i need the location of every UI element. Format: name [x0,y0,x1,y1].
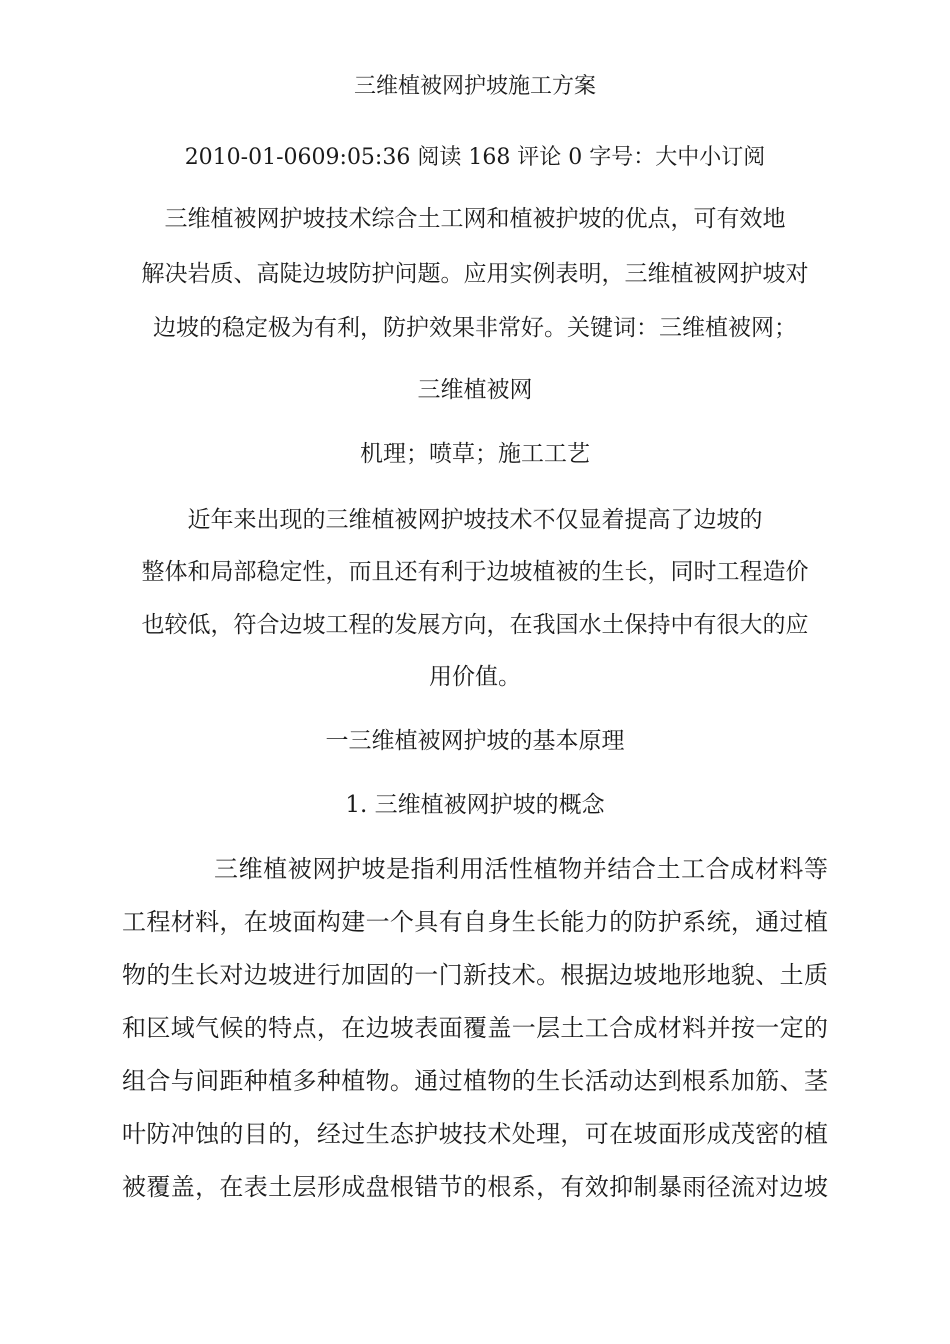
body-line: 被覆盖，在表土层形成盘根错节的根系，有效抑制暴雨径流对边坡 [122,1173,828,1201]
body-line: 物的生长对边坡进行加固的一门新技术。根据边坡地形地貌、土质 [122,961,828,989]
post-meta: 2010-01-0609:05:36 阅读 168 评论 0 字号：大中小订阅 [184,145,766,170]
body-line: 三维植被网护坡是指利用活性植物并结合土工合成材料等 [214,855,828,883]
abstract-line: 三维植被网 [417,377,533,403]
abstract-line: 解决岩质、高陡边坡防护问题。应用实例表明，三维植被网护坡对 [141,261,809,287]
intro-line: 整体和局部稳定性，而且还有利于边坡植被的生长，同时工程造价 [141,559,809,585]
body-line: 工程材料，在坡面构建一个具有自身生长能力的防护系统，通过植 [122,908,828,936]
document-title: 三维植被网护坡施工方案 [353,74,596,99]
intro-line: 用价值。 [429,664,521,690]
intro-line: 近年来出现的三维植被网护坡技术不仅显着提高了边坡的 [187,507,763,533]
intro-line: 也较低，符合边坡工程的发展方向，在我国水土保持中有很大的应 [141,612,809,638]
body-line: 叶防冲蚀的目的，经过生态护坡技术处理，可在坡面形成茂密的植 [122,1120,828,1148]
section-heading: 一三维植被网护坡的基本原理 [325,728,625,754]
abstract-line: 机理；喷草；施工工艺 [360,441,590,467]
abstract-line: 三维植被网护坡技术综合土工网和植被护坡的优点，可有效地 [164,206,786,232]
body-line: 和区域气候的特点，在边坡表面覆盖一层土工合成材料并按一定的 [122,1014,828,1042]
abstract-line: 边坡的稳定极为有利，防护效果非常好。关键词：三维植被网； [153,315,797,341]
body-line: 组合与间距种植多种植物。通过植物的生长活动达到根系加筋、茎 [122,1067,828,1095]
subsection-heading: 1. 三维植被网护坡的概念 [345,792,605,818]
